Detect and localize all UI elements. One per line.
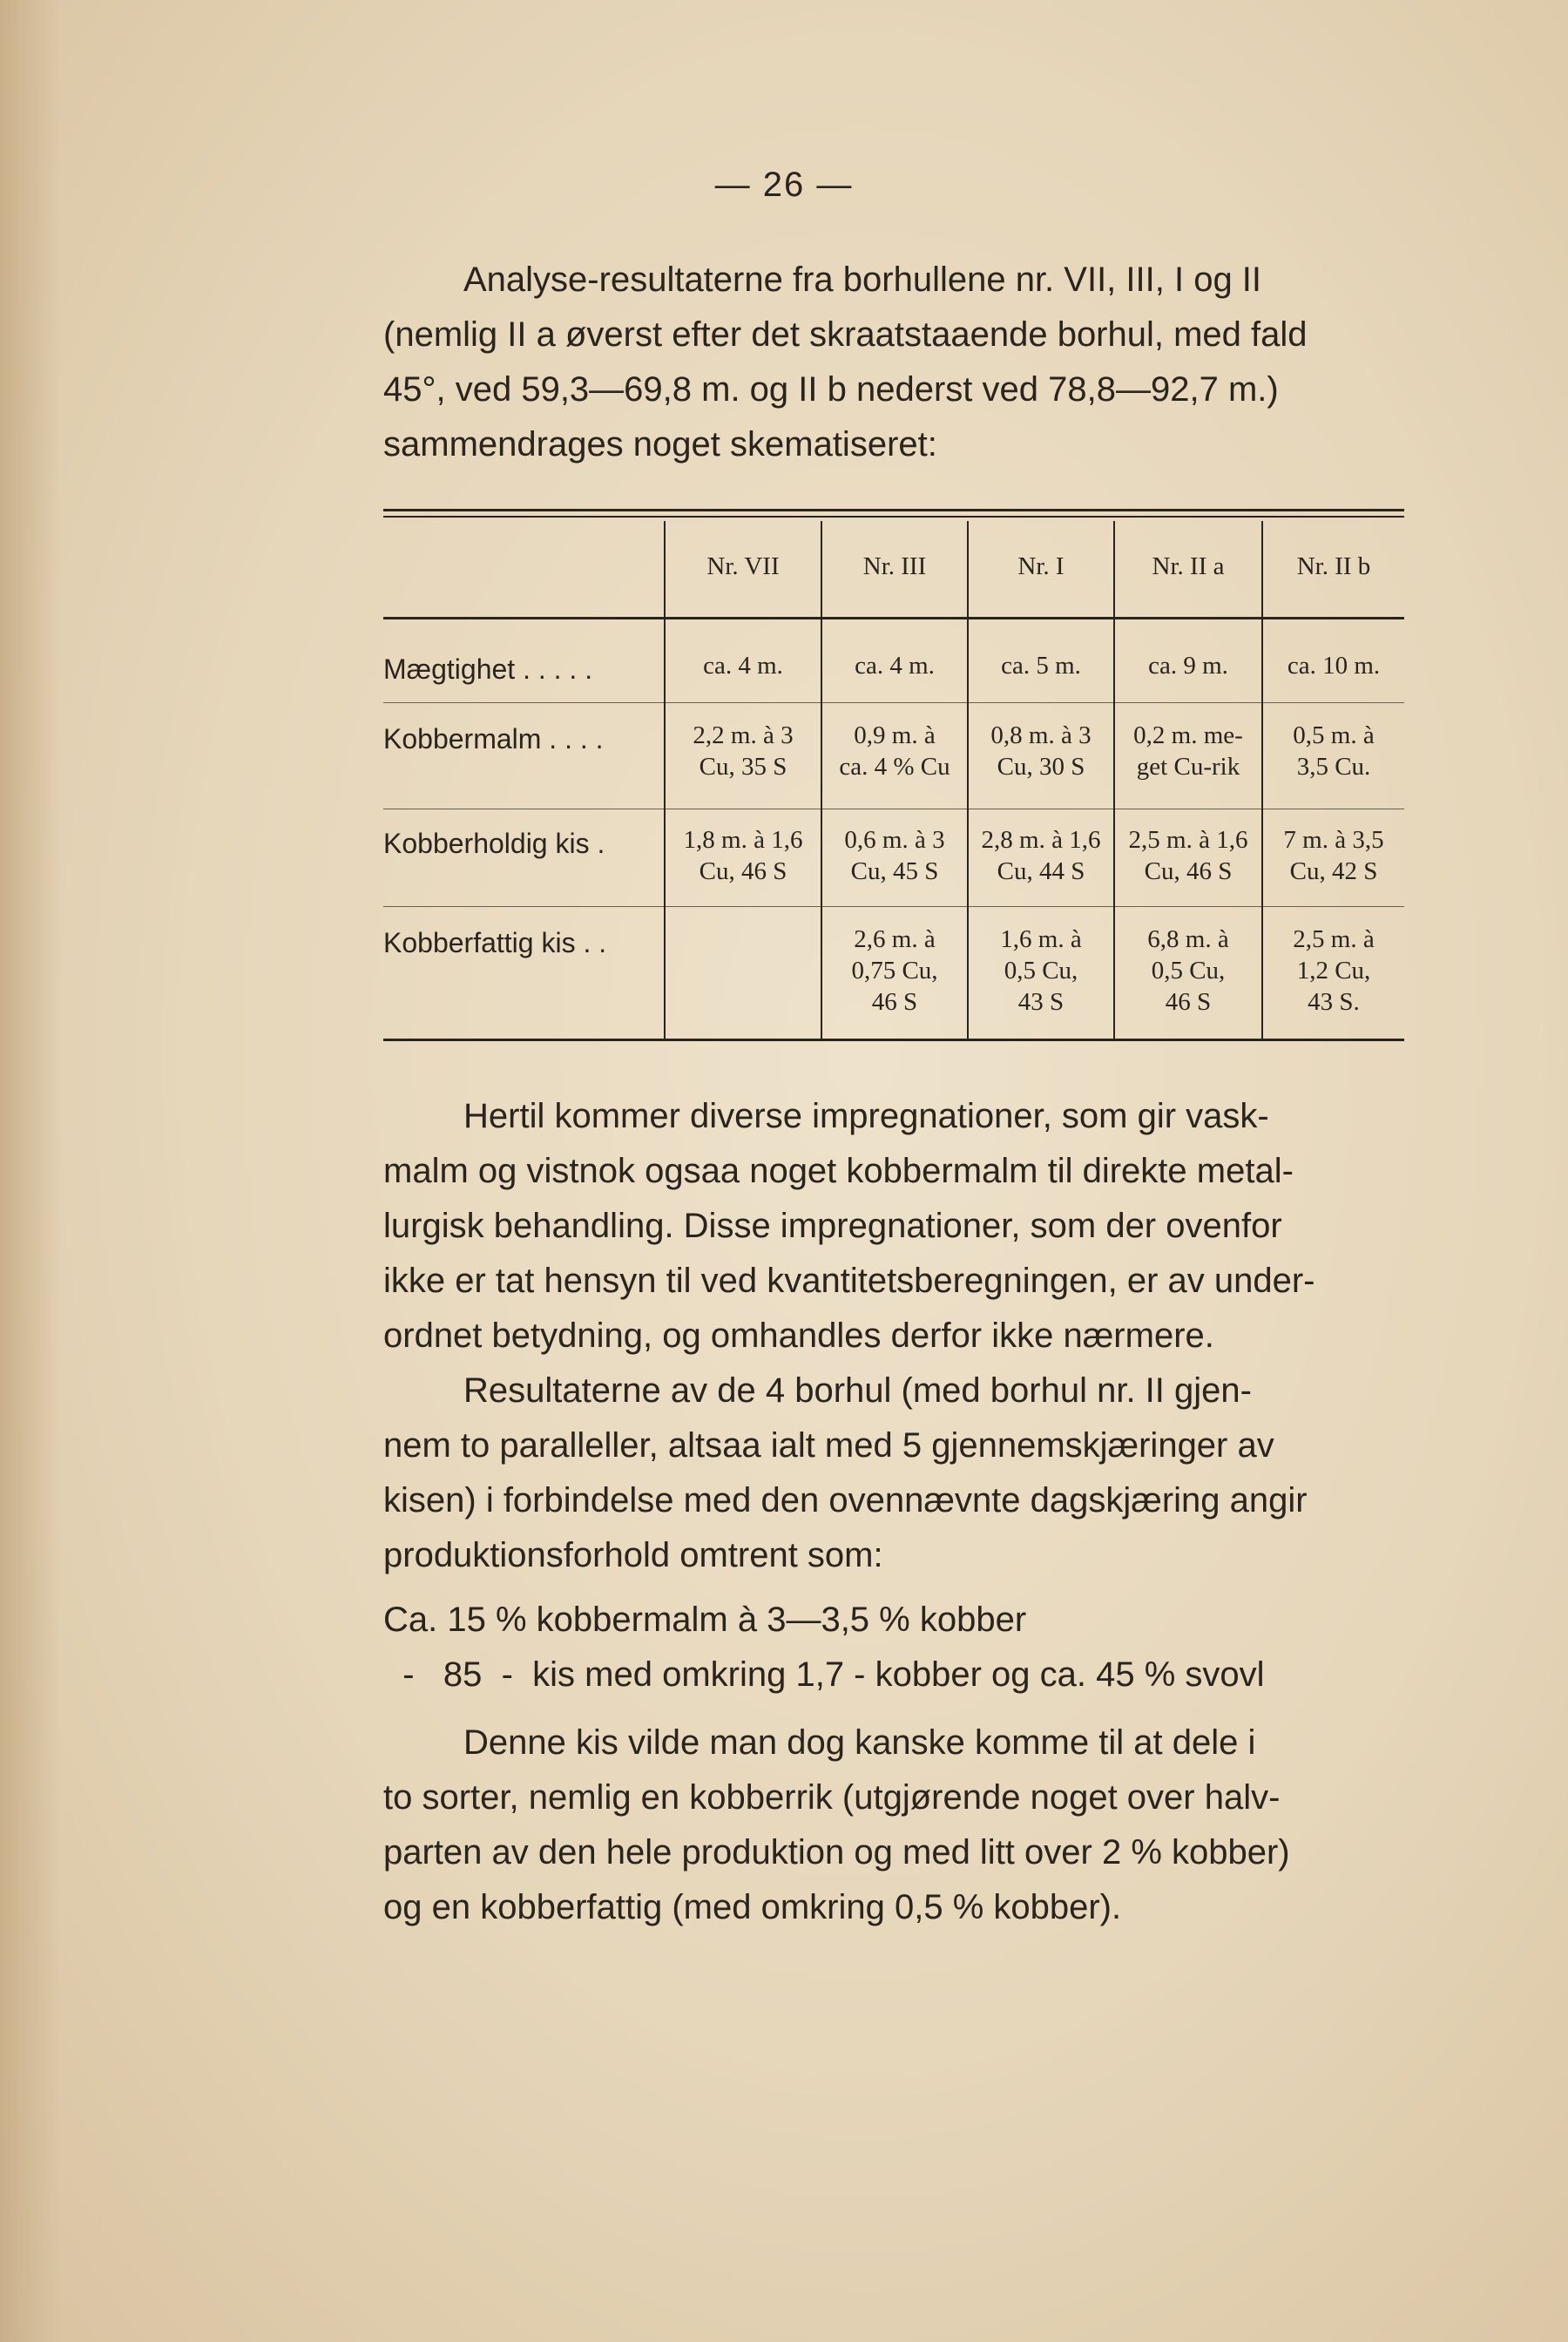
table-cell	[822, 924, 967, 1018]
row-label: Kobbermalm . . . .	[383, 723, 604, 755]
row-divider	[383, 906, 1404, 907]
paragraph-line: to sorter, nemlig en kobberrik (utgjørende noget over halv-	[383, 1778, 1281, 1817]
paragraph-line: lurgisk behandling. Disse impregnationer, som der ovenfor	[383, 1207, 1282, 1245]
row-divider	[383, 702, 1404, 703]
table-cell-line: 1,8 m. à 1,6	[683, 826, 803, 854]
table-cell-line: ca. 4 m.	[703, 652, 783, 680]
table-cell-line: 1,2 Cu,	[1296, 957, 1371, 985]
row-label: Kobberfattig kis . .	[383, 927, 607, 958]
table-cell-line: 2,2 m. à 3	[693, 721, 794, 749]
table-cell-line: 0,6 m. à 3	[844, 826, 945, 854]
paragraph-line: nem to paralleller, altsaa ialt med 5 gjennemskjæringer av	[383, 1426, 1274, 1465]
table-cell-line: ca. 9 m.	[1148, 652, 1228, 680]
table-cell-line: ca. 4 % Cu	[839, 753, 950, 781]
table-top-rule-2	[383, 516, 1404, 518]
table-cell	[969, 650, 1113, 681]
table-cell-line: 46 S	[1165, 988, 1212, 1016]
table-cell-line: ca. 10 m.	[1287, 652, 1381, 680]
table-cell	[1263, 924, 1404, 1018]
table-cell-line: ca. 5 m.	[1001, 652, 1081, 680]
column-header: Nr. III	[862, 552, 927, 580]
row-label: Kobberholdig kis .	[383, 828, 605, 859]
table-cell	[969, 824, 1113, 887]
table-cell	[822, 824, 967, 887]
table-top-rule	[383, 509, 1404, 511]
paragraph-line: Hertil kommer diverse impregnationer, som gir vask-	[463, 1097, 1269, 1135]
table-cell-line: 0,5 Cu,	[1151, 957, 1226, 985]
column-header: Nr. VII	[706, 552, 780, 580]
table-cell	[1263, 824, 1404, 887]
intro-line: sammendrages noget skematiseret:	[383, 425, 937, 464]
table-cell-line: 7 m. à 3,5	[1283, 826, 1384, 854]
table-cell-line: 2,5 m. à 1,6	[1128, 826, 1248, 854]
table-cell	[666, 720, 821, 782]
paragraph-line: Denne kis vilde man dog kanske komme til at dele i	[463, 1723, 1256, 1762]
paragraph-line: produktionsforhold omtrent som:	[383, 1536, 883, 1574]
table-bottom-rule	[383, 1039, 1404, 1041]
intro-line: Analyse-resultaterne fra borhullene nr. VII, III, I og II	[463, 261, 1262, 299]
table-cell-line: 1,6 m. à	[1000, 925, 1082, 953]
table-cell	[1115, 650, 1261, 681]
production-line: - 85 - kis med omkring 1,7 - kobber og ca. 45 % svovl	[383, 1655, 1265, 1694]
column-header: Nr. II a	[1152, 552, 1225, 580]
table-cell	[666, 650, 821, 681]
paragraph-line: ordnet betydning, og omhandles derfor ikke nærmere.	[383, 1317, 1214, 1355]
table-cell-line: 2,5 m. à	[1293, 925, 1375, 953]
paragraph-line: kisen) i forbindelse med den ovennævnte dagskjæring angir	[383, 1481, 1308, 1520]
paragraph-line: og en kobberfattig (med omkring 0,5 % kobber).	[383, 1888, 1122, 1926]
table-cell-line: Cu, 46 S	[1144, 857, 1233, 885]
table-cell-line: Cu, 44 S	[997, 857, 1085, 885]
table-cell	[1115, 924, 1261, 1018]
table-cell-line: 3,5 Cu.	[1296, 753, 1371, 781]
production-line: Ca. 15 % kobbermalm à 3—3,5 % kobber	[383, 1601, 1027, 1639]
table-cell-line: 43 S	[1017, 988, 1064, 1016]
table-header-rule	[383, 617, 1404, 619]
table-cell-line: Cu, 30 S	[997, 753, 1085, 781]
table-cell	[969, 720, 1113, 782]
table-cell-line: ca. 4 m.	[855, 652, 935, 680]
column-header: Nr. I	[1017, 552, 1064, 580]
intro-line: 45°, ved 59,3—69,8 m. og II b nederst ved 78,8—92,7 m.)	[383, 370, 1279, 409]
table-cell-line: Cu, 46 S	[699, 857, 787, 885]
table-cell-line: Cu, 45 S	[850, 857, 939, 885]
table-cell	[666, 824, 821, 887]
paragraph-line: Resultaterne av de 4 borhul (med borhul nr. II gjen-	[463, 1371, 1252, 1410]
table-cell-line: 2,6 m. à	[854, 925, 936, 953]
table-cell-line: 0,2 m. me-	[1133, 721, 1243, 749]
book-spine-shadow	[0, 0, 61, 2342]
column-header: Nr. II b	[1296, 552, 1371, 580]
paragraph-line: malm og vistnok ogsaa noget kobbermalm til direkte metal-	[383, 1152, 1294, 1190]
table-cell-line: 6,8 m. à	[1147, 925, 1229, 953]
table-cell-line: 0,8 m. à 3	[990, 721, 1092, 749]
table-cell-line: Cu, 35 S	[699, 753, 787, 781]
table-cell-line: 0,9 m. à	[854, 721, 936, 749]
table-cell	[822, 650, 967, 681]
table-cell-line: Cu, 42 S	[1289, 857, 1378, 885]
table-cell-line: 0,5 Cu,	[1004, 957, 1078, 985]
table-cell-line: 0,75 Cu,	[851, 957, 938, 985]
page-number: — 26 —	[714, 166, 854, 204]
table-cell	[1263, 650, 1404, 681]
intro-line: (nemlig II a øverst efter det skraatstaaende borhul, med fald	[383, 315, 1308, 354]
paragraph-line: ikke er tat hensyn til ved kvantitetsberegningen, er av under-	[383, 1262, 1315, 1300]
table-cell-line: 2,8 m. à 1,6	[981, 826, 1101, 854]
table-cell	[822, 720, 967, 782]
table-cell	[1115, 824, 1261, 887]
table-cell	[1263, 720, 1404, 782]
table-cell-line: 43 S.	[1308, 988, 1360, 1016]
table-cell-line: 46 S	[871, 988, 918, 1016]
table-cell	[969, 924, 1113, 1018]
table-cell-line: 0,5 m. à	[1293, 721, 1375, 749]
table-cell	[1115, 720, 1261, 782]
table-cell-line: get Cu-rik	[1136, 753, 1240, 781]
paragraph-line: parten av den hele produktion og med litt over 2 % kobber)	[383, 1833, 1290, 1872]
row-label: Mægtighet . . . . .	[383, 653, 593, 685]
